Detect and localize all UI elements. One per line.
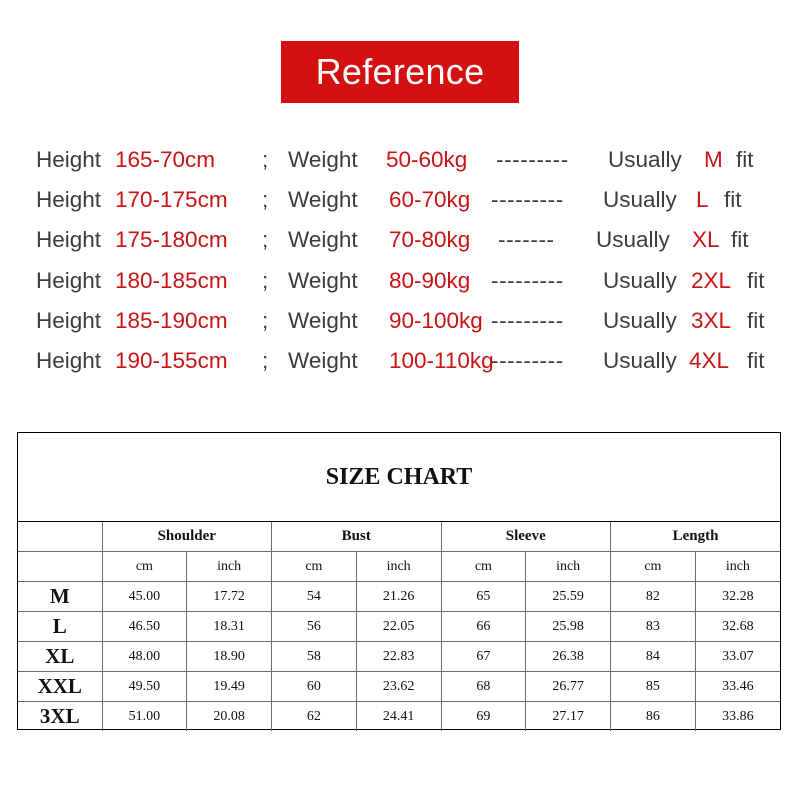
measurement-value: 56 [272, 612, 357, 642]
measurement-value: 18.31 [187, 612, 272, 642]
measurement-value: 69 [441, 702, 526, 732]
unit-cell: cm [272, 552, 357, 582]
size-label: XL [18, 642, 102, 672]
measurement-value: 32.28 [695, 582, 780, 612]
unit-cell: cm [102, 552, 187, 582]
size-label: L [18, 612, 102, 642]
size-label: XXL [18, 672, 102, 702]
measurement-value: 45.00 [102, 582, 187, 612]
measurement-value: 26.38 [526, 642, 611, 672]
measurement-value: 17.72 [187, 582, 272, 612]
table-row [18, 702, 780, 732]
measurement-value: 66 [441, 612, 526, 642]
measurement-value: 86 [611, 702, 696, 732]
dash-leader: ------- [498, 227, 555, 253]
measurement-value: 27.17 [526, 702, 611, 732]
size-chart-title: SIZE CHART [18, 433, 780, 522]
measurement-value: 33.07 [695, 642, 780, 672]
weight-label: Weight [288, 267, 358, 293]
table-row [18, 612, 780, 642]
usually-label: Usually [603, 267, 677, 293]
height-label: Height [36, 267, 102, 293]
fit-label: fit [724, 187, 742, 213]
weight-label: Weight [288, 227, 358, 253]
size-label: 3XL [18, 702, 102, 732]
weight-label: Weight [288, 347, 358, 373]
measurement-value: 84 [611, 642, 696, 672]
height-label: Height [36, 347, 102, 373]
measurement-value: 83 [611, 612, 696, 642]
table-row [18, 642, 780, 672]
height-range: 180-185cm [115, 267, 228, 293]
reference-row [36, 180, 776, 220]
reference-row [36, 301, 776, 341]
measurement-value: 54 [272, 582, 357, 612]
table-row [18, 672, 780, 702]
measurement-value: 25.59 [526, 582, 611, 612]
recommended-size: M [704, 147, 723, 172]
measurement-value: 22.05 [356, 612, 441, 642]
measurement-value: 46.50 [102, 612, 187, 642]
measurement-header: Bust [272, 522, 442, 552]
height-range: 185-190cm [115, 307, 228, 333]
reference-row [36, 220, 776, 260]
measurement-value: 48.00 [102, 642, 187, 672]
measurement-value: 67 [441, 642, 526, 672]
table-row [18, 582, 780, 612]
measurement-value: 24.41 [356, 702, 441, 732]
fit-label: fit [747, 267, 765, 293]
unit-cell: cm [441, 552, 526, 582]
recommended-size: 2XL [691, 267, 732, 293]
measurement-value: 82 [611, 582, 696, 612]
height-range: 190-155cm [115, 347, 228, 373]
dash-leader: --------- [491, 347, 564, 373]
separator: ; [262, 147, 269, 172]
measurement-value: 58 [272, 642, 357, 672]
unit-cell: inch [695, 552, 780, 582]
weight-label: Weight [288, 147, 358, 172]
unit-row [18, 552, 780, 582]
fit-label: fit [747, 347, 765, 373]
separator: ; [262, 347, 269, 373]
measurement-value: 21.26 [356, 582, 441, 612]
separator: ; [262, 307, 269, 333]
unit-cell: inch [356, 552, 441, 582]
unit-cell: cm [611, 552, 696, 582]
size-reference-list [36, 140, 776, 381]
reference-banner [281, 41, 519, 103]
unit-cell: inch [526, 552, 611, 582]
measurement-value: 19.49 [187, 672, 272, 702]
weight-range: 90-100kg [389, 307, 483, 333]
height-label: Height [36, 147, 102, 172]
fit-label: fit [747, 307, 765, 333]
dash-leader: --------- [496, 147, 569, 172]
measurement-value: 62 [272, 702, 357, 732]
dash-leader: --------- [491, 307, 564, 333]
height-range: 170-175cm [115, 187, 228, 213]
measurement-header: Length [611, 522, 781, 552]
usually-label: Usually [603, 187, 677, 213]
separator: ; [262, 187, 269, 213]
measurement-value: 18.90 [187, 642, 272, 672]
measurement-value: 33.46 [695, 672, 780, 702]
measurement-header: Sleeve [441, 522, 611, 552]
separator: ; [262, 227, 269, 253]
corner-cell [18, 522, 102, 552]
reference-row [36, 261, 776, 301]
size-chart [17, 432, 781, 730]
measurement-value: 85 [611, 672, 696, 702]
weight-range: 50-60kg [386, 147, 468, 172]
weight-range: 100-110kg [389, 347, 494, 373]
reference-row [36, 140, 776, 180]
unit-cell: inch [187, 552, 272, 582]
measurement-value: 51.00 [102, 702, 187, 732]
height-label: Height [36, 307, 102, 333]
measurement-value: 23.62 [356, 672, 441, 702]
recommended-size: 3XL [691, 307, 732, 333]
reference-row [36, 341, 776, 381]
weight-range: 80-90kg [389, 267, 471, 293]
measurement-value: 32.68 [695, 612, 780, 642]
size-label: M [18, 582, 102, 612]
dash-leader: --------- [491, 267, 564, 293]
usually-label: Usually [603, 347, 677, 373]
recommended-size: L [696, 187, 709, 213]
weight-label: Weight [288, 187, 358, 213]
height-range: 165-70cm [115, 147, 216, 172]
measurement-value: 65 [441, 582, 526, 612]
measurement-value: 68 [441, 672, 526, 702]
usually-label: Usually [596, 227, 670, 253]
weight-label: Weight [288, 307, 358, 333]
height-label: Height [36, 227, 102, 253]
measurement-value: 33.86 [695, 702, 780, 732]
height-label: Height [36, 187, 102, 213]
corner-cell [18, 552, 102, 582]
measurement-value: 22.83 [356, 642, 441, 672]
measurement-value: 60 [272, 672, 357, 702]
measurement-value: 26.77 [526, 672, 611, 702]
usually-label: Usually [603, 307, 677, 333]
measurement-header-row [18, 522, 780, 552]
weight-range: 60-70kg [389, 187, 471, 213]
dash-leader: --------- [491, 187, 564, 213]
measurement-value: 25.98 [526, 612, 611, 642]
recommended-size: XL [692, 227, 720, 253]
measurement-header: Shoulder [102, 522, 272, 552]
fit-label: fit [736, 147, 754, 172]
reference-title: Reference [315, 51, 485, 92]
weight-range: 70-80kg [389, 227, 471, 253]
size-chart-table [18, 522, 780, 731]
measurement-value: 20.08 [187, 702, 272, 732]
recommended-size: 4XL [689, 347, 730, 373]
fit-label: fit [731, 227, 749, 253]
usually-label: Usually [608, 147, 682, 172]
measurement-value: 49.50 [102, 672, 187, 702]
height-range: 175-180cm [115, 227, 228, 253]
separator: ; [262, 267, 269, 293]
